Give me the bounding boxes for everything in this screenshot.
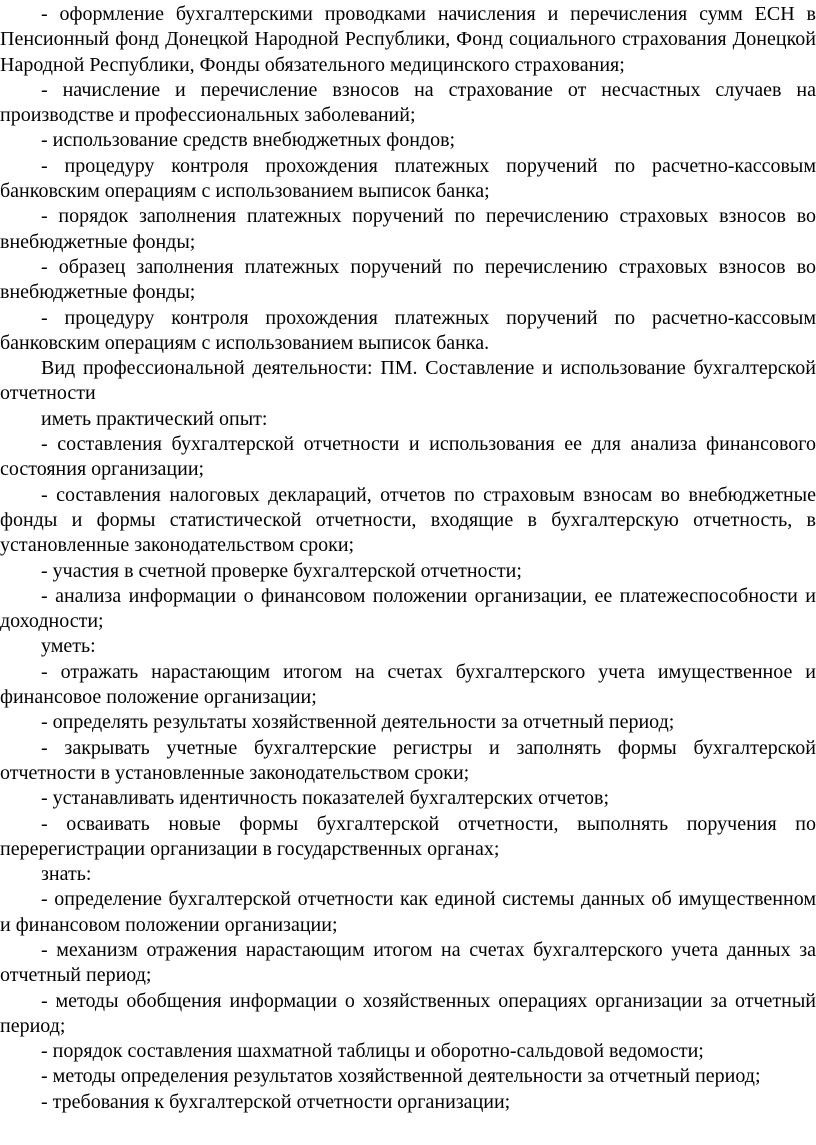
subheading-experience: иметь практический опыт: — [41, 407, 268, 430]
list-item-audit-participation: - участия в счетной проверке бухгалтерской отчетности; — [41, 559, 522, 582]
list-item-reporting-definition: - определение бухгалтерской отчетности как единой системы данных об имущественном и финансовом положении организации; — [0, 888, 816, 936]
list-item-reporting-requirements: - требования к бухгалтерской отчетности организации; — [41, 1090, 511, 1113]
list-item-close-registers: - закрывать учетные бухгалтерские регистры и заполнять формы бухгалтерской отчетности в установленные законодательством сроки; — [0, 736, 816, 784]
list-item-tax-declarations: - составления налоговых деклараций, отчетов по страховым взносам во внебюджетные фонды и формы статистической отчетности, входящие в бухгалтерскую отчетность, в установленные законодательством сроки; — [0, 483, 816, 557]
subheading-skills: уметь: — [41, 635, 96, 658]
list-item-generalization-methods: - методы обобщения информации о хозяйственных операциях организации за отчетный период; — [0, 989, 816, 1037]
list-item-cumulative-mechanism: - механизм отражения нарастающим итогом на счетах бухгалтерского учета данных за отчетный период; — [0, 938, 816, 987]
list-item-extrabudgetary-funds-use: - использование средств внебюджетных фондов; — [41, 129, 456, 152]
list-item-cumulative-reflection: - отражать нарастающим итогом на счетах бухгалтерского учета имущественное и финансовое положение организации; — [0, 660, 816, 709]
list-item-payment-fill-sample: - образец заполнения платежных поручений по перечислению страховых взносов во внебюджетные фонды; — [0, 255, 816, 304]
list-item-chess-table: - порядок составления шахматной таблицы и оборотно-сальдовой ведомости; — [41, 1040, 704, 1063]
subheading-knowledge: знать: — [41, 863, 92, 886]
list-item-payment-control-repeat: - процедуру контроля прохождения платежных поручений по расчетно-кассовым банковским операциям с использованием выписок банка. — [0, 306, 816, 354]
list-item-identity-indicators: - устанавливать идентичность показателей бухгалтерских отчетов; — [41, 787, 610, 810]
list-item-payment-fill-order: - порядок заполнения платежных поручений по перечислению страховых взносов во внебюджетные фонды; — [0, 205, 816, 253]
list-item-result-methods: - методы определения результатов хозяйственной деятельности за отчетный период; — [41, 1065, 761, 1088]
list-item-esn-postings: - оформление бухгалтерскими проводками начисления и перечисления сумм ЕСН в Пенсионный фонд Донецкой Народной Республики, Фонд социального страхования Донецкой Народной Республики, Фонды обязательного медицинского страхования; — [0, 3, 816, 76]
list-item-determine-results: - определять результаты хозяйственной деятельности за отчетный период; — [41, 711, 675, 734]
section-heading-activity: Вид профессиональной деятельности: ПМ. Составление и использование бухгалтерской отчетности — [0, 357, 816, 405]
list-item-payment-control: - процедуру контроля прохождения платежных поручений по расчетно-кассовым банковским операциям с использованием выписок банка; — [0, 154, 816, 203]
list-item-reporting-analysis: - составления бухгалтерской отчетности и использования ее для анализа финансового состояния организации; — [0, 433, 816, 481]
list-item-accident-insurance: - начисление и перечисление взносов на страхование от несчастных случаев на производстве и профессиональных заболеваний; — [0, 78, 816, 127]
list-item-new-forms: - осваивать новые формы бухгалтерской отчетности, выполнять поручения по перерегистрации организации в государственных органах; — [0, 812, 816, 860]
list-item-financial-analysis: - анализа информации о финансовом положении организации, ее платежеспособности и доходности; — [0, 584, 816, 633]
document-body — [0, 2, 816, 1115]
